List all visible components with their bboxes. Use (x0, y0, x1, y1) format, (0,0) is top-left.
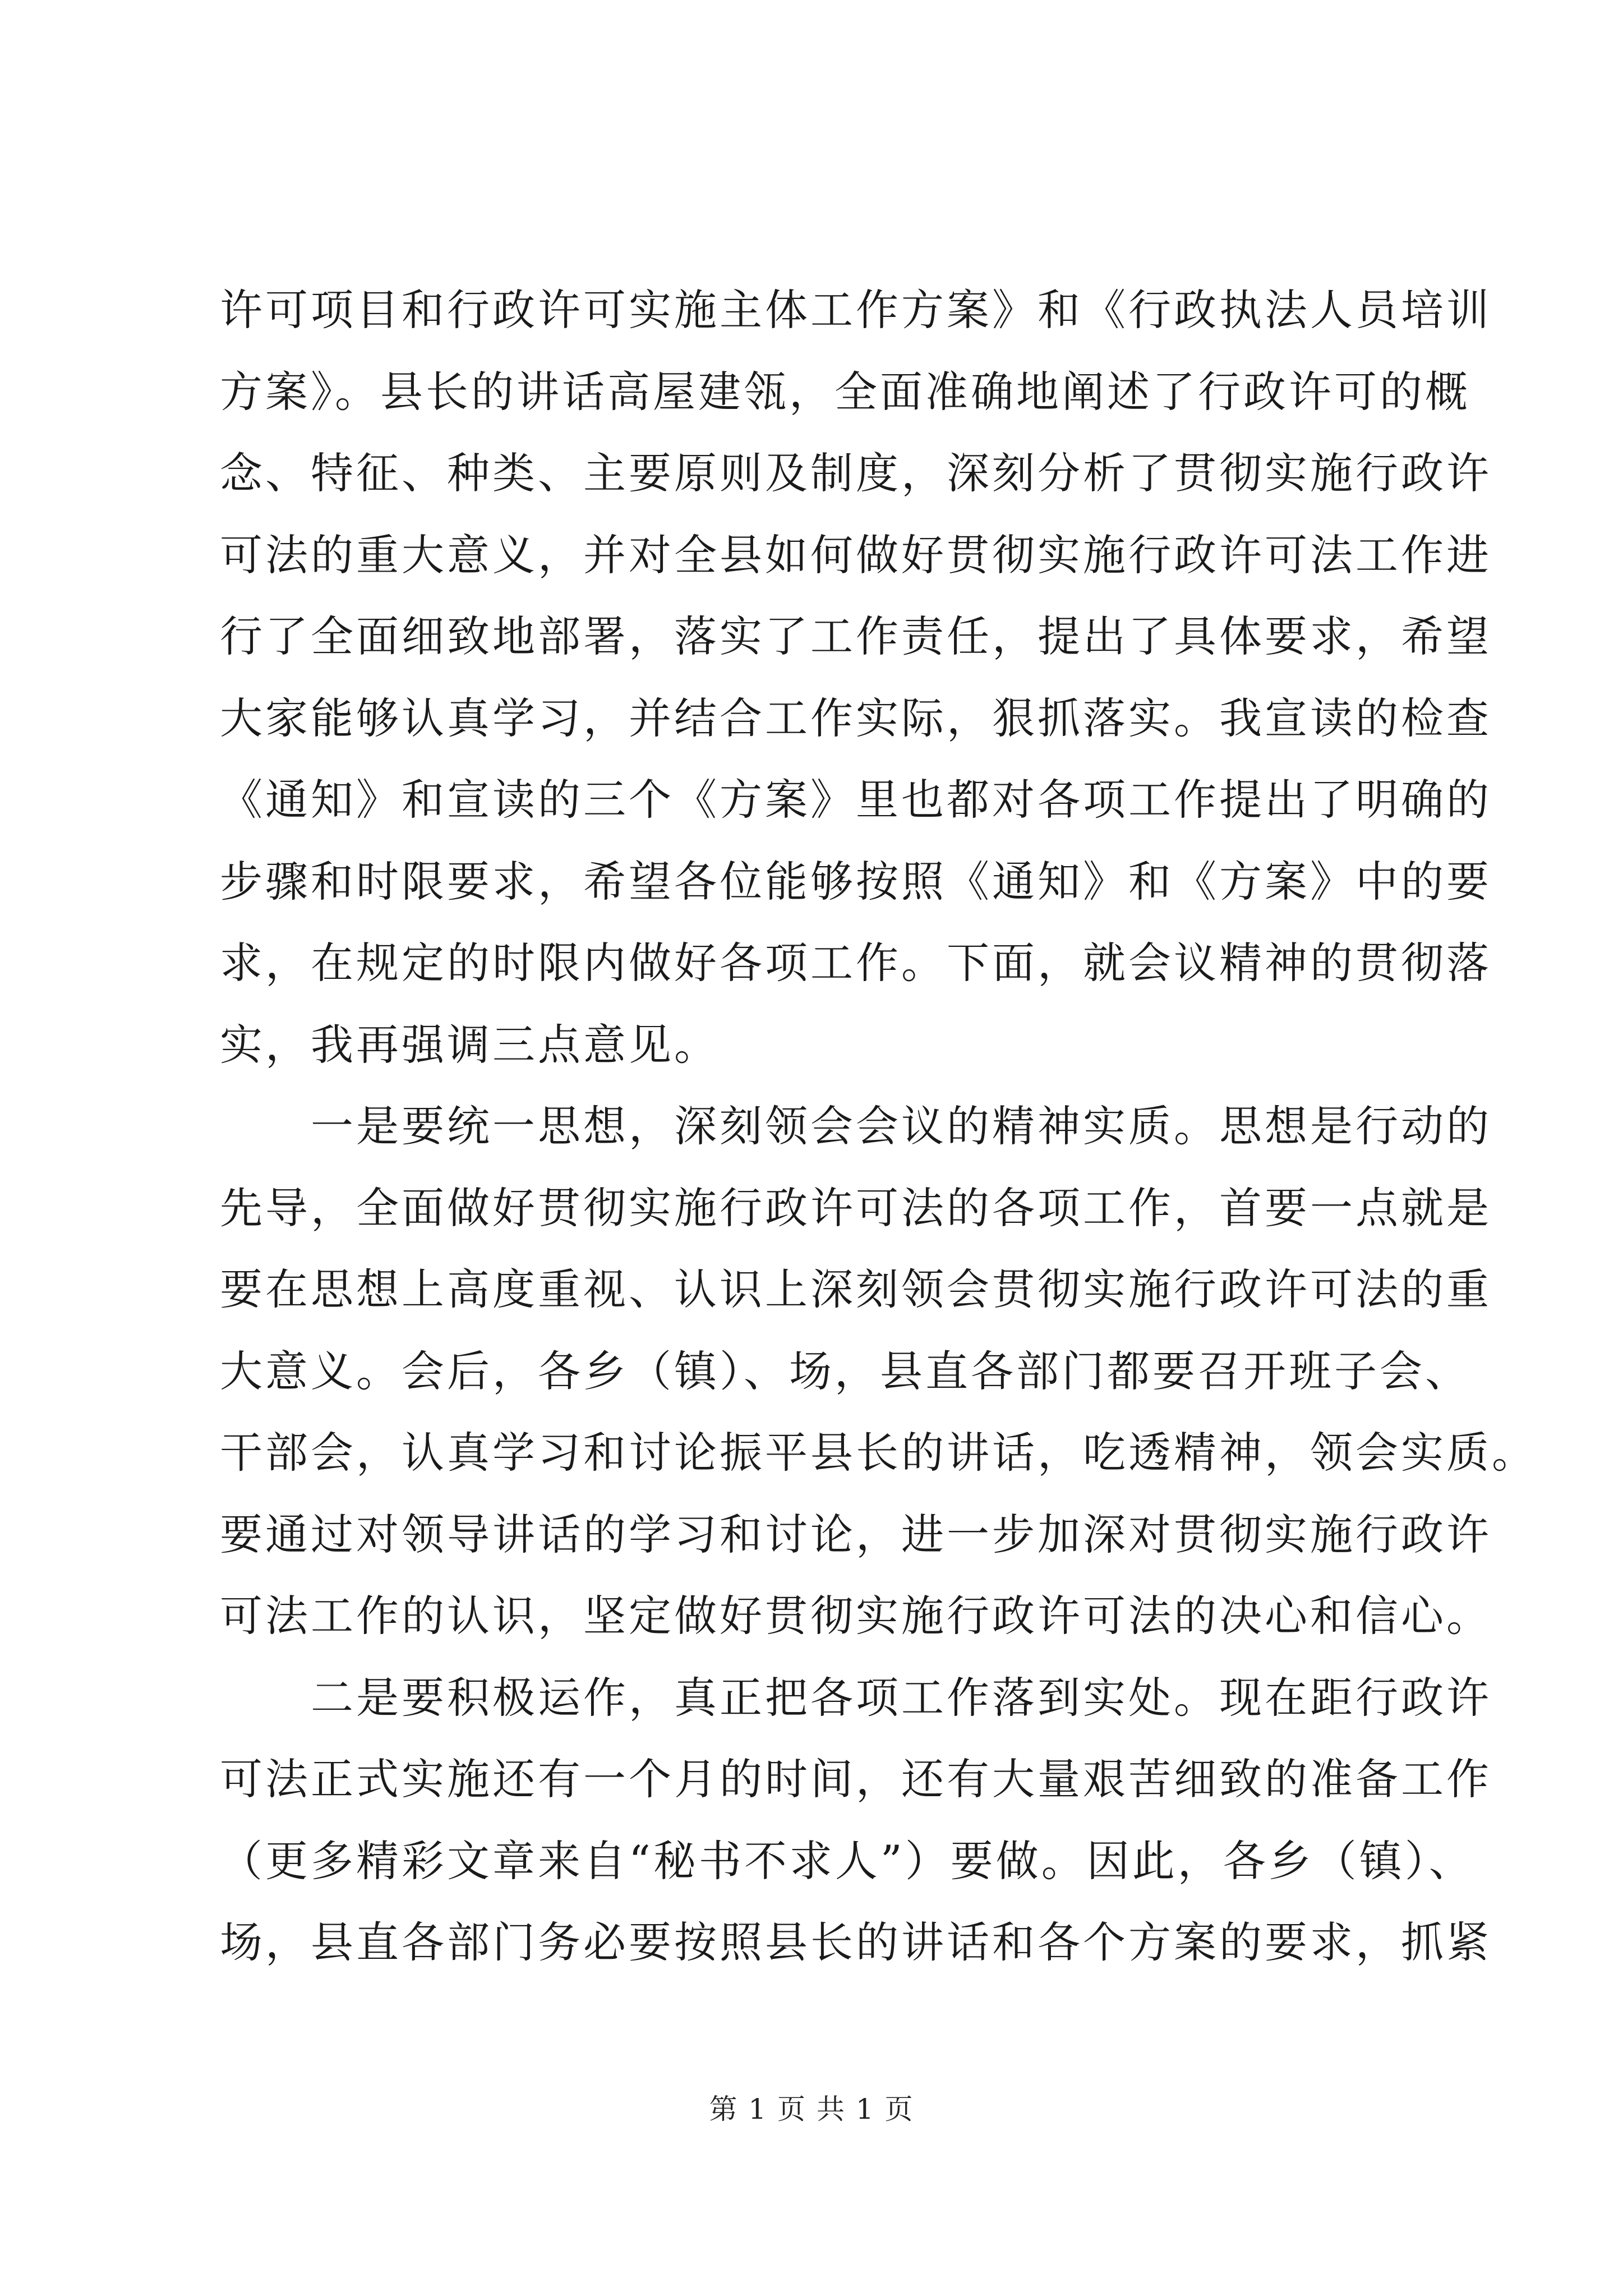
text-line: 场，县直各部门务必要按照县长的讲话和各个方案的要求，抓紧 (220, 1917, 1492, 1967)
text-line: 步骤和时限要求，希望各位能够按照《通知》和《方案》中的要 (220, 856, 1492, 907)
page-footer: 第 1 页 共 1 页 (709, 2093, 914, 2125)
text-line: 可法工作的认识，坚定做好贯彻实施行政许可法的决心和信心。 (220, 1591, 1492, 1641)
text-line: 大意义。会后，各乡（镇）、场，县直各部门都要召开班子会、 (220, 1346, 1470, 1396)
text-line: 行了全面细致地部署，落实了工作责任，提出了具体要求，希望 (220, 611, 1492, 661)
text-line: 二是要积极运作，真正把各项工作落到实处。现在距行政许 (220, 1672, 1492, 1723)
text-line: 《通知》和宣读的三个《方案》里也都对各项工作提出了明确的 (220, 775, 1492, 825)
text-line: 可法的重大意义，并对全县如何做好贯彻实施行政许可法工作进 (220, 530, 1492, 580)
text-line: 实，我再强调三点意见。 (220, 1019, 720, 1070)
text-line: 干部会，认真学习和讨论振平县长的讲话，吃透精神，领会实质。 (220, 1428, 1537, 1478)
text-line: 大家能够认真学习，并结合工作实际，狠抓落实。我宣读的检查 (220, 693, 1492, 743)
text-line: 一是要统一思想，深刻领会会议的精神实质。思想是行动的 (220, 1101, 1492, 1151)
text-line: 要在思想上高度重视、认识上深刻领会贯彻实施行政许可法的重 (220, 1264, 1492, 1314)
text-line: 可法正式实施还有一个月的时间，还有大量艰苦细致的准备工作 (220, 1754, 1492, 1804)
document-body (220, 269, 1537, 1984)
text-line: 求，在规定的时限内做好各项工作。下面，就会议精神的贯彻落 (220, 938, 1492, 988)
text-line: （更多精彩文章来自“秘书不求人”）要做。因此，各乡（镇）、 (220, 1835, 1474, 1886)
text-line: 方案》。县长的讲话高屋建瓴，全面准确地阐述了行政许可的概 (220, 366, 1470, 417)
text-line: 许可项目和行政许可实施主体工作方案》和《行政执法人员培训 (220, 285, 1492, 335)
text-line: 念、特征、种类、主要原则及制度，深刻分析了贯彻实施行政许 (220, 448, 1492, 498)
text-line: 先导，全面做好贯彻实施行政许可法的各项工作，首要一点就是 (220, 1182, 1492, 1233)
text-line: 要通过对领导讲话的学习和讨论，进一步加深对贯彻实施行政许 (220, 1509, 1492, 1559)
